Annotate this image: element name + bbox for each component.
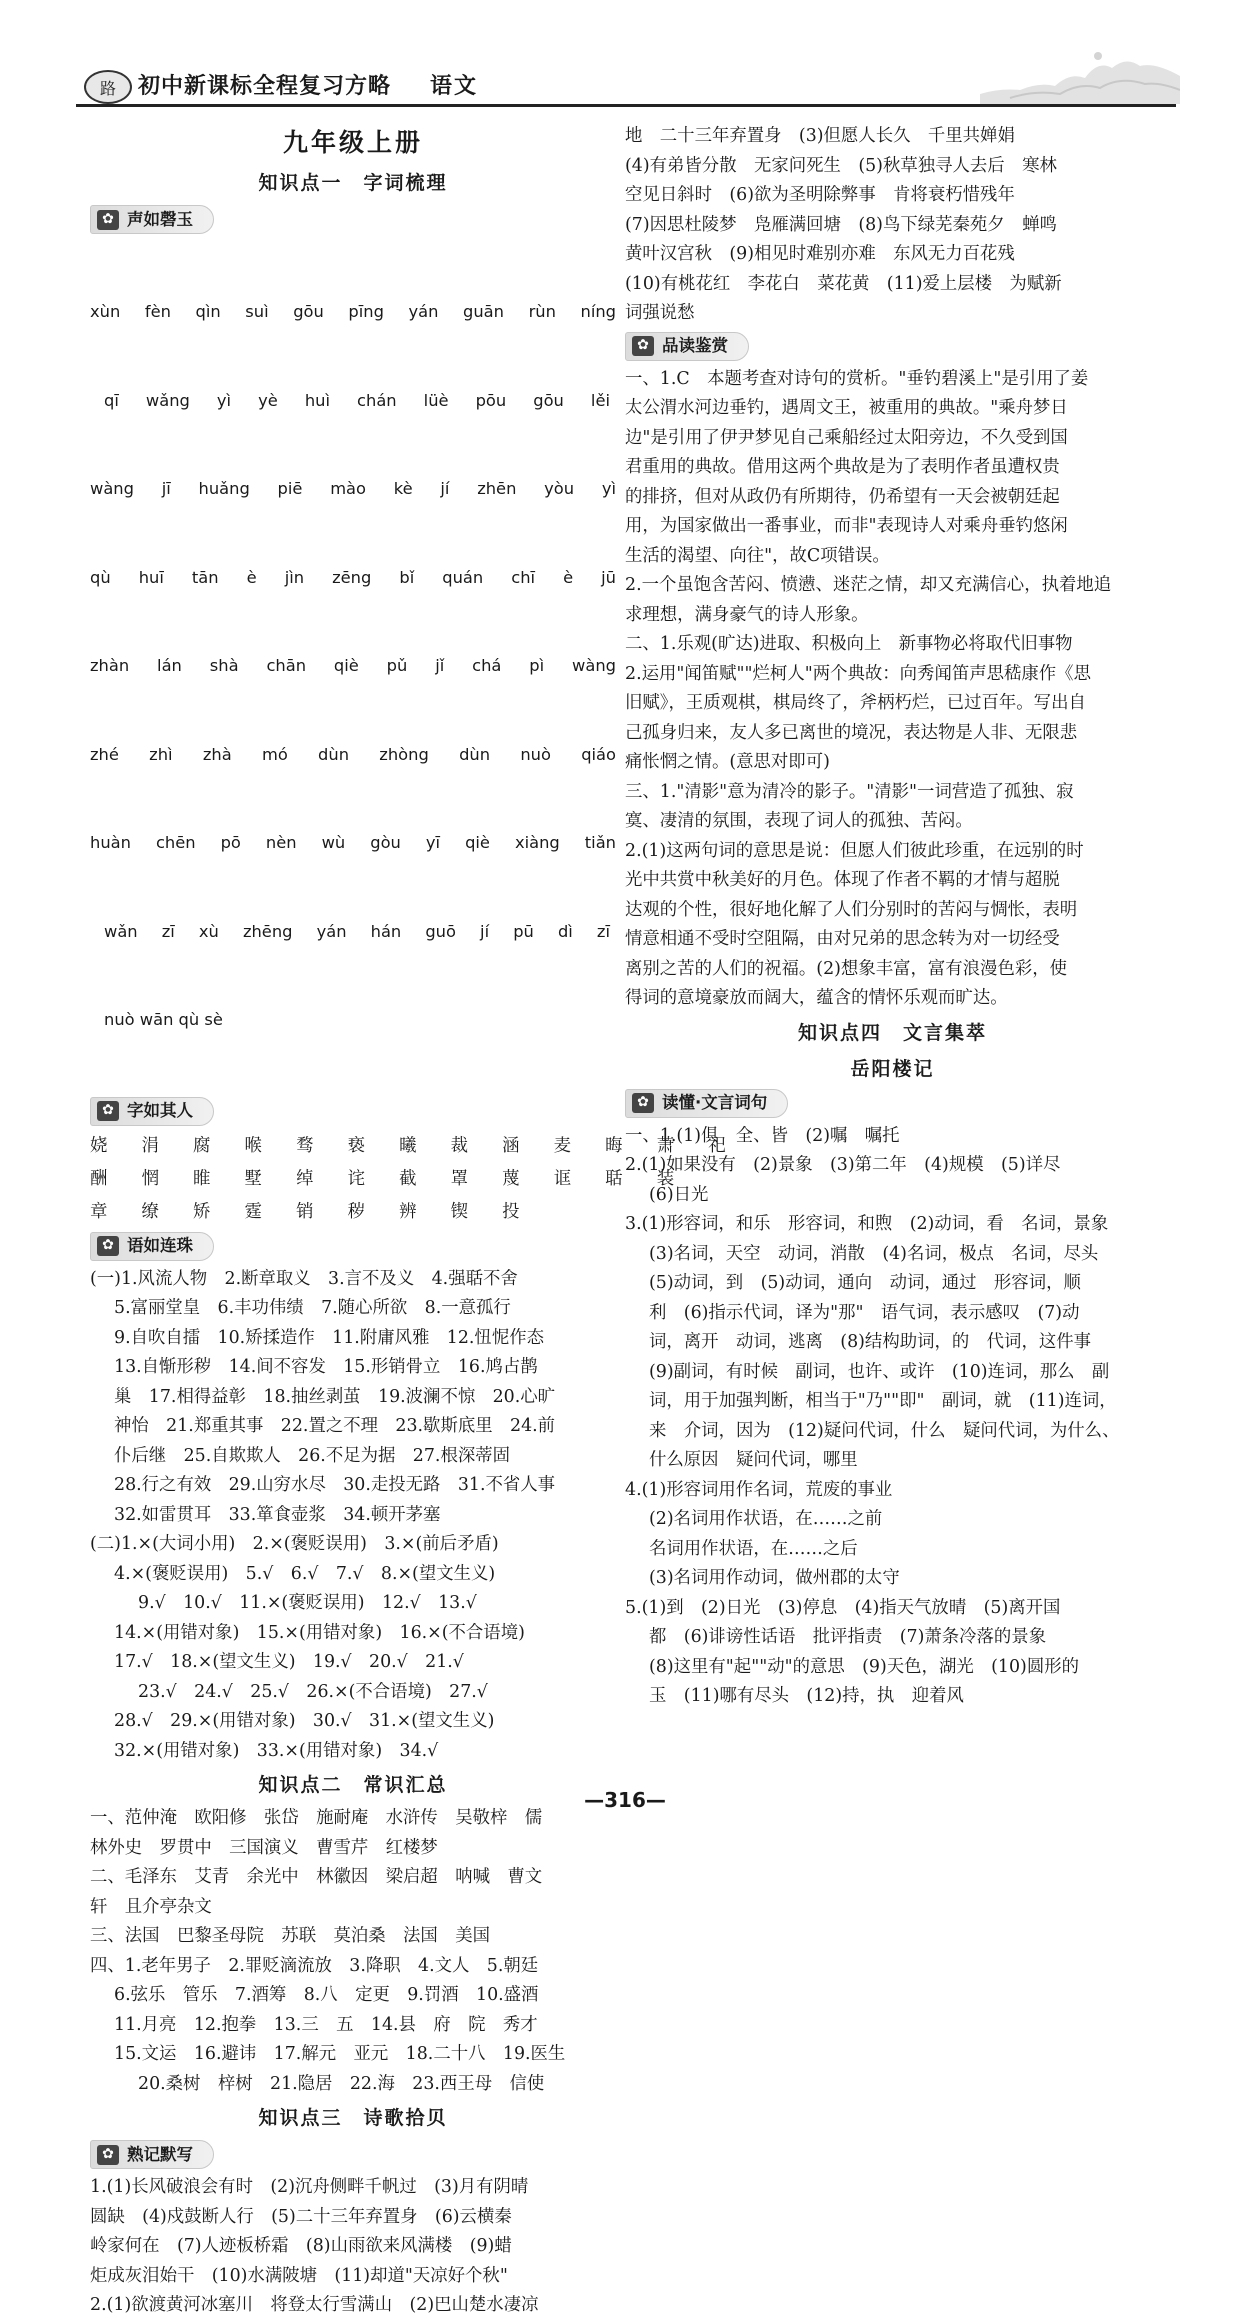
pinyin-row: wǎn zī xù zhēng yán hán guō jí pū dì zī [104,921,610,941]
idiom-line: 4.×(褒贬误用) 5.√ 6.√ 7.√ 8.×(望文生义) [114,1563,496,1584]
classical-line: (9)副词，有时候 副词，也许、或许 (10)连词，那么 副 [649,1361,1110,1382]
pinyin-row: zhé zhì zhà mó dùn zhòng dùn nuò qiáo [90,744,616,764]
pinyin-row: wàng jī huǎng piē mào kè jí zhēn yòu yì [90,479,616,498]
idiom-line: 巢 17.相得益彰 18.抽丝剥茧 19.波澜不惊 20.心旷 [114,1386,556,1407]
appreciate-line: 用，为国家做出一番事业，而非"表现诗人对乘舟垂钓悠闲 [625,516,1068,536]
appreciate-line: 的排挤，但对从政仍有所期待，仍希望有一天会被朝廷起 [625,486,1060,507]
page-title: 九年级上册 [282,128,423,157]
kp2-heading: 知识点二 常识汇总 [258,1774,448,1796]
kp4-heading: 知识点四 文言集萃 [797,1021,987,1044]
classical-line: (5)动词，到 (5)动词，通向 动词，通过 形容词，顺 [649,1273,1081,1293]
common-line: 20.桑树 梓树 21.隐居 22.海 23.西王母 信使 [138,2073,545,2094]
section-tag-classical: ✿ 读懂·文言词句 [625,1089,788,1118]
essay-title: 岳阳楼记 [850,1057,935,1080]
appreciate-line: 三、1."清影"意为清冷的影子。"清影"一词营造了孤独、寂 [625,781,1074,802]
appreciate-line: 君重用的典故。借用这两个典故是为了表明作者虽遭权贵 [625,457,1060,477]
classical-line: (2)名词用作状语，在……之前 [649,1509,883,1529]
appreciate-line: 达观的个性，很好地化解了人们分别时的苦闷与惆怅，表明 [625,899,1078,920]
classical-line: 利 (6)指示代词，译为"那" 语气词，表示感叹 (7)动 [649,1302,1080,1323]
recite-cont-line: (10)有桃花红 李花白 菜花黄 (11)爱上层楼 为赋新 [625,273,1062,294]
publisher-logo-icon: 路 [84,70,132,104]
recite-line: 岭家何在 (7)人迹板桥霜 (8)山雨欲来风满楼 (9)蜡 [90,2236,512,2256]
appreciate-line: 己孤身归来，友人多已离世的境况，表达物是人非、无限悲 [625,722,1078,743]
mountain-landscape-icon [980,42,1180,104]
idiom-line: 9.√ 10.√ 11.×(褒贬误用) 12.√ 13.√ [138,1593,477,1613]
page-header [0,0,1250,100]
classical-line: 词，用于加强判断，相当于"乃""即" 副词，就 (11)连词， [649,1391,1117,1411]
idiom-line: 14.×(用错对象) 15.×(用错对象) 16.×(不合语境) [114,1622,525,1643]
idiom-line: (一)1.风流人物 2.断章取义 3.言不及义 4.强聒不舍 [90,1268,518,1289]
appreciate-line: 太公渭水河边垂钓，遇周文王，被重用的典故。"乘舟梦日 [625,398,1068,418]
appreciate-line: 2.(1)这两句词的意思是说：但愿人们彼此珍重，在远别的时 [625,840,1084,861]
idiom-line: 9.自吹自擂 10.矫揉造作 11.附庸风雅 12.忸怩作态 [114,1327,544,1348]
classical-line: 名词用作状语，在……之后 [649,1538,858,1559]
section-tag-pronounce: ✿ 声如磬玉 [90,205,214,234]
recite-cont-line: (4)有弟皆分散 无家问死生 (5)秋草独寻人去后 寒林 [625,155,1057,176]
idiom-line: 28.行之有效 29.山穷水尽 30.走投无路 31.不省人事 [114,1475,556,1495]
chars-row: 章 缭 矫 霆 销 秽 辨 锲 投 [90,1201,534,1222]
classical-line: 3.(1)形容词，和乐 形容词，和煦 (2)动词，看 名词，景象 [625,1214,1109,1234]
chars-row: 娆 涓 腐 喉 骛 亵 曦 裁 涵 麦 晦 萧 祀 [90,1135,740,1156]
idiom-line: 仆后继 25.自欺欺人 26.不足为据 27.根深蒂固 [114,1445,511,1466]
recite-line: 2.(1)欲渡黄河冰塞川 将登太行雪满山 (2)巴山楚水凄凉 [90,2295,539,2315]
idiom-line: 5.富丽堂皇 6.丰功伟绩 7.随心所欲 8.一意孤行 [114,1298,511,1318]
recite-line: 炬成灰泪始干 (10)水满陂塘 (11)却道"天凉好个秋" [90,2265,508,2286]
recite-cont-line: (7)因思杜陵梦 凫雁满回塘 (8)鸟下绿芜秦苑夕 蝉鸣 [625,214,1057,235]
flower-icon: ✿ [97,210,119,230]
pinyin-row: qù huī tān è jìn zēng bǐ quán chī è jū [90,567,616,587]
classical-line: 都 (6)诽谤性话语 批评指责 (7)萧条冷落的景象 [649,1627,1047,1647]
appreciate-line: 求理想，满身豪气的诗人形象。 [625,604,869,625]
pinyin-row: xùn fèn qìn suì gōu pīng yán guān rùn níng [90,302,616,321]
pinyin-block [90,238,616,1094]
flower-icon: ✿ [632,1093,654,1113]
appreciate-line: 生活的渴望、向往"，故C项错误。 [625,545,890,566]
pinyin-row: huàn chēn pō nèn wù gòu yī qiè xiàng tiǎn [90,833,616,852]
kp1-heading: 知识点一 字词梳理 [258,172,448,194]
pinyin-row: nuò wān qù sè [104,1010,223,1029]
appreciate-line: 2.运用"闻笛赋""烂柯人"两个典故：向秀闻笛声思嵇康作《思 [625,663,1091,684]
appreciate-line: 情意相通不受时空阻隔，由对兄弟的思念转为对一切经受 [625,929,1060,949]
classical-line: 一、1.(1)俱 全、皆 (2)嘱 嘱托 [625,1125,900,1146]
header-rule [76,104,1176,107]
common-line: 三、法国 巴黎圣母院 苏联 莫泊桑 法国 美国 [90,1926,490,1946]
recite-line: 圆缺 (4)戍鼓断人行 (5)二十三年弃置身 (6)云横秦 [90,2206,512,2227]
chars-row: 酬 惘 睢 墅 绰 诧 截 罩 蔑 诓 聒 装 [90,1168,689,1189]
common-line: 一、范仲淹 欧阳修 张岱 施耐庵 水浒传 吴敬梓 儒 [90,1808,543,1828]
recite-cont-line: 地 二十三年弃置身 (3)但愿人长久 千里共婵娟 [625,126,1015,146]
recite-line: 1.(1)长风破浪会有时 (2)沉舟侧畔千帆过 (3)月有阴晴 [90,2177,529,2197]
classical-line: 玉 (11)哪有尽头 (12)持，执 迎着风 [649,1686,964,1706]
section-tag-chars: ✿ 字如其人 [90,1097,214,1126]
recite-cont-line: 空见日斜时 (6)欲为圣明除弊事 肯将衰朽惜残年 [625,185,1015,205]
classical-line: 4.(1)形容词用作名词，荒废的事业 [625,1479,893,1500]
classical-line: 2.(1)如果没有 (2)景象 (3)第二年 (4)规模 (5)详尽 [625,1155,1061,1175]
appreciate-line: 光中共赏中秋美好的月色。体现了作者不羁的才情与超脱 [625,870,1060,890]
appreciate-line: 边"是引用了伊尹梦见自己乘船经过太阳旁边，不久受到国 [625,427,1068,448]
pinyin-row: zhàn lán shà chān qiè pǔ jǐ chá pì wàng [90,656,616,675]
classical-line: (8)这里有"起""动"的意思 (9)天色，湖光 (10)圆形的 [649,1656,1079,1677]
recite-cont-line: 黄叶汉宫秋 (9)相见时难别亦难 东风无力百花残 [625,244,1015,264]
common-line: 11.月亮 12.抱拳 13.三 五 14.县 府 院 秀才 [114,2014,538,2035]
section-tag-appreciate: ✿ 品读鉴赏 [625,332,749,361]
idiom-line: (二)1.×(大词小用) 2.×(褒贬误用) 3.×(前后矛盾) [90,1534,499,1554]
appreciate-line: 离别之苦的人们的祝福。(2)想象丰富，富有浪漫色彩，使 [625,958,1068,979]
appreciate-line: 寞、凄清的氛围，表现了词人的孤独、苦闷。 [625,811,973,831]
subject-label: 语文 [430,74,479,99]
idiom-line: 32.如雷贯耳 33.箪食壶浆 34.顿开茅塞 [114,1504,441,1525]
idiom-line: 28.√ 29.×(用错对象) 30.√ 31.×(望文生义) [114,1711,495,1731]
flower-icon: ✿ [97,1101,119,1121]
pinyin-row: qī wǎng yì yè huì chán lüè pōu gōu lěi [104,390,610,410]
recite-cont-line: 词强说愁 [625,303,695,323]
classical-line: (3)名词用作动词，做州郡的太守 [649,1568,900,1588]
common-line: 四、1.老年男子 2.罪贬滴流放 3.降职 4.文人 5.朝廷 [90,1955,539,1976]
classical-line: 什么原因 疑问代词，哪里 [649,1450,858,1470]
appreciate-line: 2.一个虽饱含苦闷、愤懑、迷茫之情，却又充满信心，执着地追 [625,575,1112,595]
page-number: —316— [584,1788,666,1812]
classical-line: 来 介词，因为 (12)疑问代词，什么 疑问代词，为什么、 [649,1420,1120,1441]
classical-line: 词，离开 动词，逃离 (8)结构助词，的 代词，这件事 [649,1332,1092,1352]
appreciate-line: 二、1.乐观(旷达)进取、积极向上 新事物必将取代旧事物 [625,634,1073,654]
idiom-line: 23.√ 24.√ 25.√ 26.×(不合语境) 27.√ [138,1681,488,1702]
flower-icon: ✿ [632,336,654,356]
classical-line: (3)名词，天空 动词，消散 (4)名词，极点 名词，尽头 [649,1243,1099,1264]
classical-line: (6)日光 [649,1184,709,1205]
appreciate-line: 旧赋》，王质观棋，棋局终了，斧柄朽烂，已过百年。写出自 [625,693,1086,713]
classical-line: 5.(1)到 (2)日光 (3)停息 (4)指天气放晴 (5)离开国 [625,1597,1061,1618]
appreciate-line: 得词的意境豪放而阔大，蕴含的情怀乐观而旷达。 [625,988,1008,1008]
flower-icon: ✿ [97,1236,119,1256]
idiom-line: 13.自惭形秽 14.间不容发 15.形销骨立 16.鸠占鹊 [114,1357,538,1377]
right-column [625,122,1160,1712]
idiom-line: 32.×(用错对象) 33.×(用错对象) 34.√ [114,1740,439,1761]
appreciate-line: 一、1.C 本题考查对诗句的赏析。"垂钓碧溪上"是引用了姜 [625,368,1089,389]
common-line: 15.文运 16.避讳 17.解元 亚元 18.二十八 19.医生 [114,2044,566,2064]
book-title: 初中新课标全程复习方略 [138,74,392,99]
appreciate-line: 痛怅惘之情。(意思对即可) [625,752,830,772]
idiom-line: 17.√ 18.×(望文生义) 19.√ 20.√ 21.√ [114,1652,464,1672]
common-line: 轩 且介亭杂文 [90,1896,212,1917]
flower-icon: ✿ [97,2145,119,2165]
section-tag-recite: ✿ 熟记默写 [90,2140,214,2169]
idiom-line: 神怡 21.郑重其事 22.置之不理 23.歇斯底里 24.前 [114,1416,556,1436]
kp3-heading: 知识点三 诗歌拾贝 [258,2107,448,2129]
common-line: 二、毛泽东 艾青 余光中 林徽因 梁启超 呐喊 曹文 [90,1867,543,1887]
common-line: 6.弦乐 管乐 7.酒筹 8.八 定更 9.罚酒 10.盛酒 [114,1985,539,2005]
section-tag-idioms: ✿ 语如连珠 [90,1232,214,1261]
common-line: 林外史 罗贯中 三国演义 曹雪芹 红楼梦 [90,1837,438,1858]
